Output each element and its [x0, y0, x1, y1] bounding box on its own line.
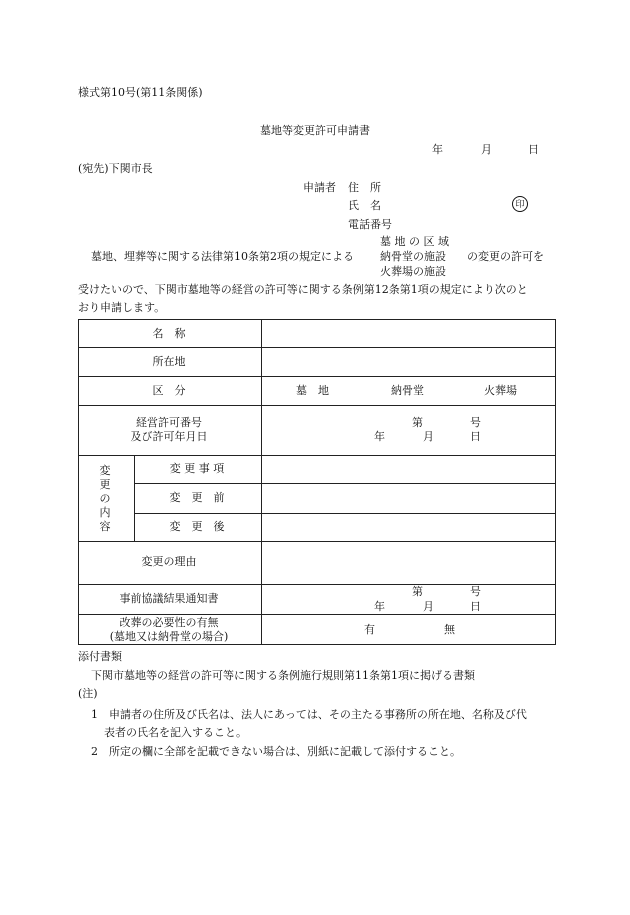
notes-heading: (注): [78, 687, 98, 700]
name-row-label: 名 称: [152, 326, 186, 340]
applicant-label: 申請者: [303, 181, 336, 194]
consult-month-label: 月: [423, 600, 434, 613]
note-1-line2: 表者の氏名を記入すること。: [104, 726, 247, 739]
note-2: 2 所定の欄に全部を記載できない場合は、別紙に記載して添付すること。: [91, 745, 461, 758]
seal-mark: 印: [512, 196, 528, 212]
category-option-crematorium: 火葬場: [484, 384, 517, 397]
permit-year-label: 年: [374, 430, 385, 443]
change-content-label: 変更の内容: [99, 464, 111, 533]
intro-line2: 受けたいので、下関市墓地等の経営の許可等に関する条例第12条第1項の規定により次のと: [78, 283, 528, 296]
category-option-cemetery: 墓 地: [296, 384, 329, 397]
permit-number-label: 経営許可番号: [136, 416, 202, 429]
date-month-label: 月: [481, 143, 492, 156]
form-title: 墓地等変更許可申請書: [260, 124, 370, 137]
intro-line1-prefix: 墓地、埋葬等に関する法律第10条第2項の規定による: [91, 250, 354, 263]
location-row-label: 所在地: [152, 355, 186, 368]
attachments-heading: 添付書類: [78, 650, 122, 663]
attachments-text: 下関市墓地等の経営の許可等に関する条例施行規則第11条第1項に掲げる書類: [91, 669, 475, 682]
consult-no-suffix: 号: [470, 585, 481, 598]
reburial-condition-label: (墓地又は納骨堂の場合): [109, 630, 229, 643]
reburial-no: 無: [444, 623, 455, 636]
consult-day-label: 日: [470, 600, 481, 613]
category-option-ossuary: 納骨堂: [391, 384, 424, 397]
address-label: 住 所: [348, 181, 381, 194]
note-1-line1: 1 申請者の住所及び氏名は、法人にあっては、その主たる事務所の所在地、名称及び代: [91, 708, 527, 721]
change-item-label: 変 更 事 項: [169, 461, 225, 475]
change-after-label: 変 更 後: [169, 519, 225, 533]
permit-no-suffix: 号: [470, 416, 481, 429]
phone-label: 電話番号: [348, 218, 392, 231]
consultation-notice-label: 事前協議結果通知書: [119, 591, 219, 605]
consult-no-prefix: 第: [412, 585, 423, 598]
facility-option-ossuary: 納骨堂の施設: [380, 250, 446, 263]
change-reason-label: 変更の理由: [141, 555, 197, 568]
facility-option-area: 墓 地 の 区 域: [380, 235, 449, 248]
reburial-yes: 有: [364, 623, 375, 636]
date-day-label: 日: [528, 143, 539, 156]
name-label: 氏 名: [348, 199, 381, 212]
intro-line3: おり申請します。: [78, 301, 166, 314]
intro-line1-suffix: の変更の許可を: [467, 250, 544, 263]
consult-year-label: 年: [374, 600, 385, 613]
facility-option-crematorium: 火葬場の施設: [380, 265, 446, 278]
change-before-label: 変 更 前: [169, 490, 225, 504]
permit-month-label: 月: [423, 430, 434, 443]
permit-date-label: 及び許可年月日: [130, 430, 208, 443]
reburial-necessity-label: 改葬の必要性の有無: [119, 616, 219, 629]
permit-no-prefix: 第: [412, 416, 423, 429]
permit-day-label: 日: [470, 430, 481, 443]
date-year-label: 年: [432, 143, 443, 156]
addressee: (宛先)下関市長: [78, 162, 153, 175]
category-row-label: 区 分: [152, 384, 186, 397]
form-number: 様式第10号(第11条関係): [78, 86, 203, 99]
